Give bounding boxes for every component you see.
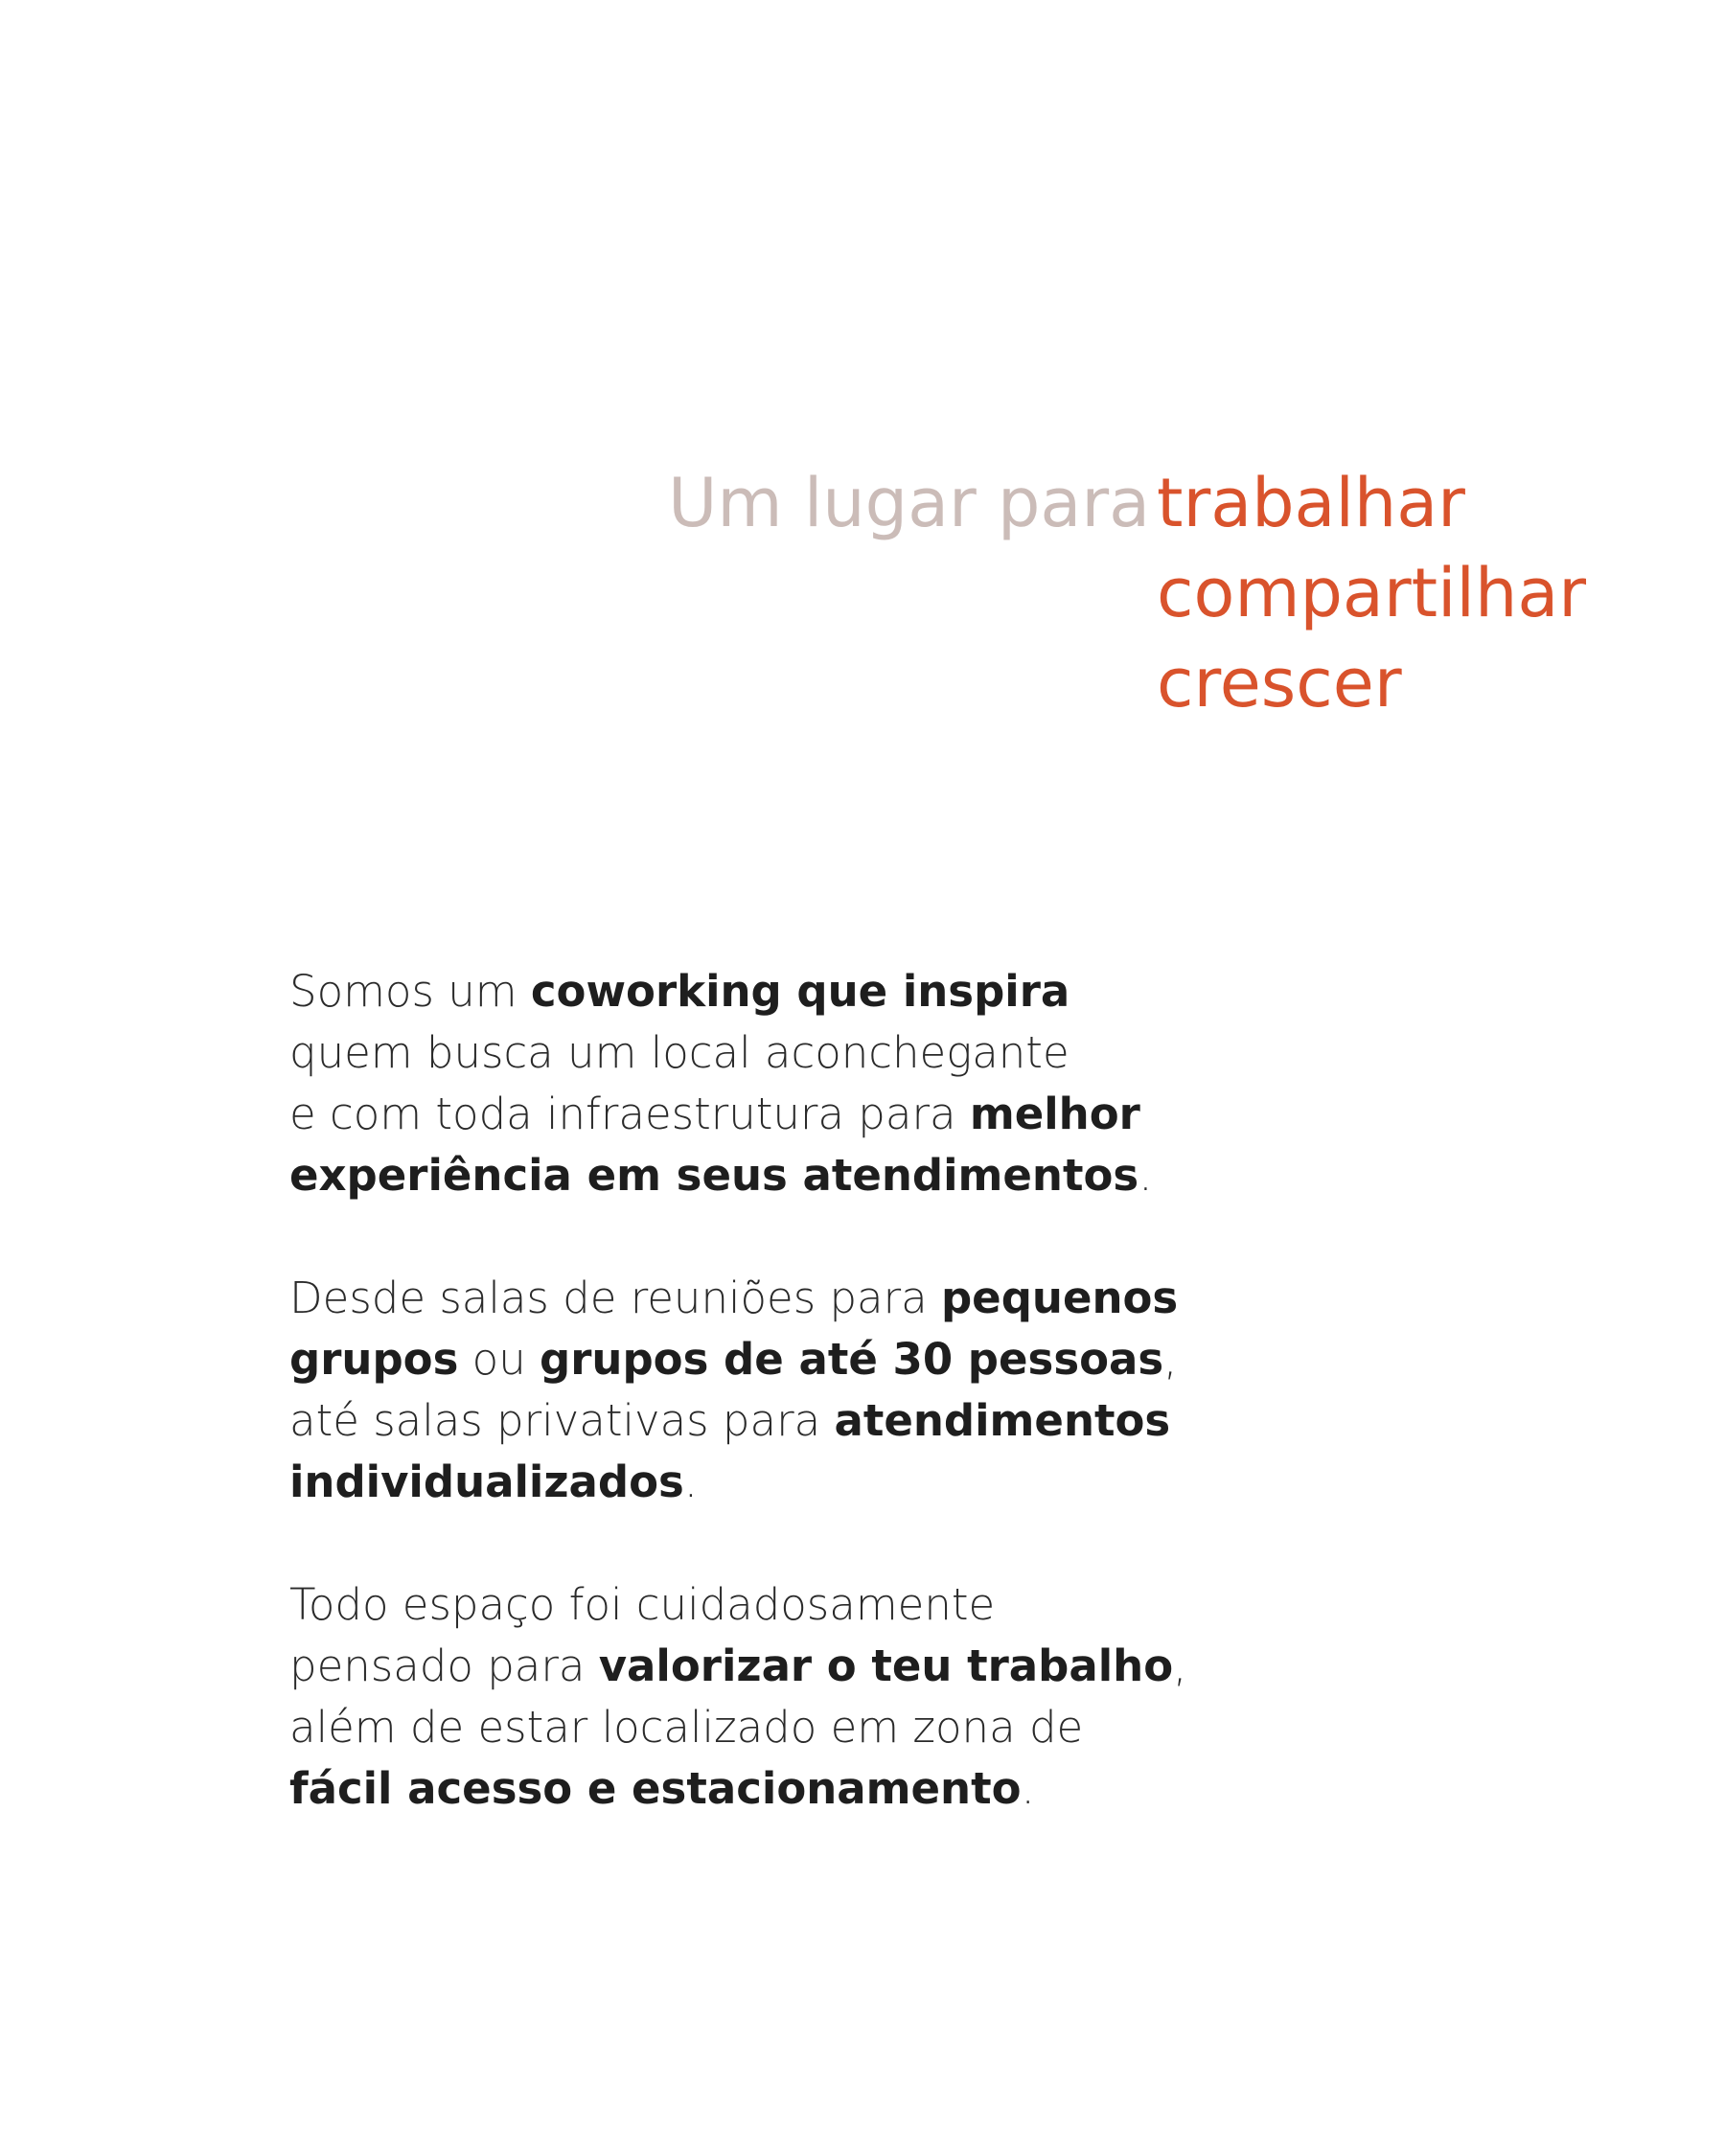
body-run: ou (458, 1334, 540, 1385)
emphasis-text: individualizados (289, 1456, 684, 1507)
paragraph-line (289, 1574, 1248, 1636)
paragraph-line (289, 1022, 1248, 1084)
body-text (289, 961, 1248, 1881)
paragraph-line (289, 1390, 1248, 1452)
paragraph-line (289, 1084, 1248, 1145)
body-run: quem busca um local aconchegante (289, 1027, 1070, 1078)
body-run: até salas privativas para (289, 1395, 835, 1446)
paragraph-line (289, 1697, 1248, 1758)
body-run: pensado para (289, 1640, 599, 1691)
paragraph-line (289, 1268, 1248, 1329)
headline-word-crescer: crescer (1157, 644, 1402, 722)
body-run: Desde salas de reuniões para (289, 1273, 941, 1323)
body-run: . (683, 1456, 699, 1507)
paragraph-3 (289, 1574, 1248, 1820)
emphasis-text: grupos de até 30 pessoas (540, 1334, 1164, 1385)
paragraph-line (289, 1452, 1248, 1513)
headline-words (1157, 458, 1586, 728)
paragraph-line (289, 1636, 1248, 1697)
body-run: . (1138, 1150, 1153, 1201)
headline-word-compartilhar: compartilhar (1157, 554, 1586, 632)
paragraph-line (289, 1758, 1248, 1820)
body-run: além de estar localizado em zona de (289, 1702, 1084, 1753)
body-run: Todo espaço foi cuidadosamente (289, 1579, 996, 1630)
emphasis-text: atendimentos (834, 1395, 1171, 1446)
emphasis-text: experiência em seus atendimentos (289, 1150, 1139, 1201)
paragraph-line (289, 961, 1248, 1022)
emphasis-text: melhor (969, 1089, 1140, 1139)
body-run: , (1173, 1640, 1187, 1691)
emphasis-text: pequenos (940, 1273, 1179, 1323)
headline-word-trabalhar: trabalhar (1157, 464, 1465, 542)
paragraph-line (289, 1145, 1248, 1206)
emphasis-text: fácil acesso e estacionamento (289, 1763, 1022, 1814)
paragraph-line (289, 1329, 1248, 1390)
body-run: . (1021, 1763, 1035, 1814)
paragraph-1 (289, 961, 1248, 1206)
paragraph-2 (289, 1268, 1248, 1513)
body-run: , (1163, 1334, 1178, 1385)
emphasis-text: valorizar o teu trabalho (598, 1640, 1174, 1691)
body-run: Somos um (289, 966, 531, 1017)
emphasis-text: coworking que inspira (530, 966, 1070, 1017)
emphasis-text: grupos (289, 1334, 459, 1385)
headline (0, 458, 1725, 745)
body-run: e com toda infraestrutura para (289, 1089, 970, 1139)
headline-lead: Um lugar para (668, 464, 1150, 542)
